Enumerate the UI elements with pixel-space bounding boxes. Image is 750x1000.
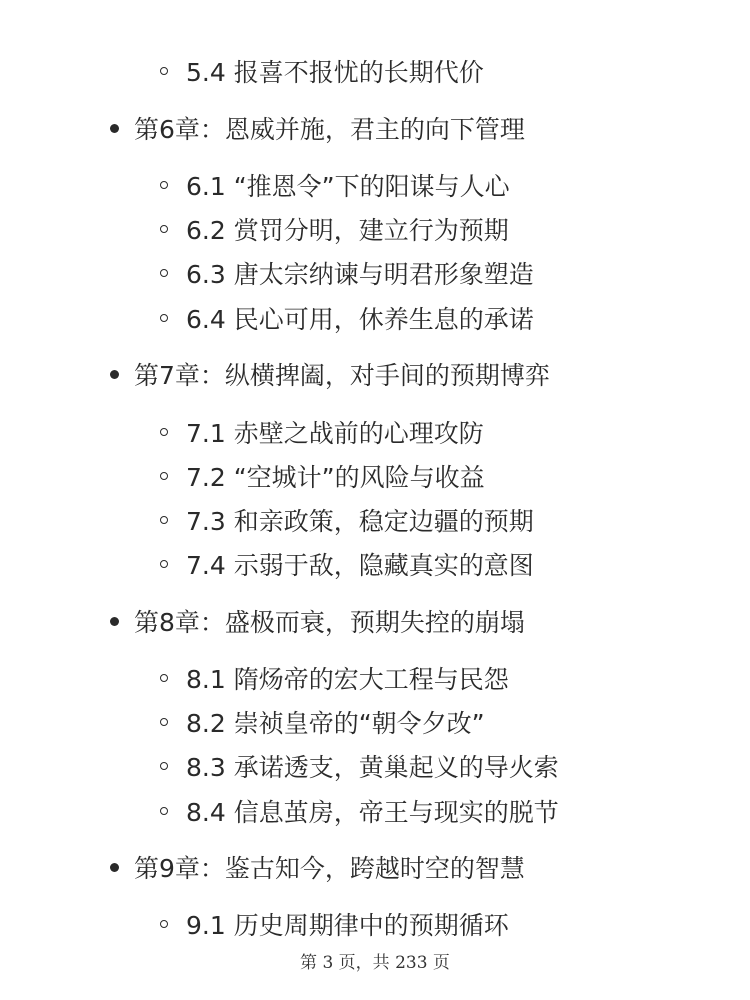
toc-chapter-item: [110, 356, 550, 392]
toc-section-text: 7.3 和亲政策，稳定边疆的预期: [186, 507, 534, 536]
disc-bullet-icon: [110, 370, 119, 379]
toc-chapter-item: [110, 849, 525, 885]
toc-section-text: 7.2 “空城计”的风险与收益: [186, 463, 485, 492]
toc-section-item: [160, 660, 509, 696]
toc-section-item: [160, 793, 559, 829]
toc-section-item: [160, 546, 534, 582]
toc-chapter-text: 第6章：恩威并施，君主的向下管理: [134, 115, 525, 144]
circle-bullet-icon: [160, 181, 168, 189]
toc-chapter-text: 第8章：盛极而衰，预期失控的崩塌: [134, 608, 525, 637]
toc-chapter-item: [110, 110, 525, 146]
toc-section-text: 7.4 示弱于敌，隐藏真实的意图: [186, 551, 534, 580]
toc-section-text: 6.1 “推恩令”下的阳谋与人心: [186, 172, 510, 201]
toc-section-text: 8.4 信息茧房，帝王与现实的脱节: [186, 798, 559, 827]
page-number-footer: 第 3 页，共 233 页: [300, 953, 450, 973]
toc-section-text: 8.2 崇祯皇帝的“朝令夕改”: [186, 709, 485, 738]
circle-bullet-icon: [160, 718, 168, 726]
circle-bullet-icon: [160, 472, 168, 480]
toc-section-item: [160, 167, 510, 203]
disc-bullet-icon: [110, 863, 119, 872]
toc-section-text: 6.4 民心可用，休养生息的承诺: [186, 305, 534, 334]
circle-bullet-icon: [160, 762, 168, 770]
toc-chapter-text: 第9章：鉴古知今，跨越时空的智慧: [134, 854, 525, 883]
toc-section-item: [160, 53, 484, 89]
toc-section-item: [160, 906, 509, 942]
toc-section-item: [160, 300, 534, 336]
disc-bullet-icon: [110, 617, 119, 626]
toc-section-text: 5.4 报喜不报忧的长期代价: [186, 58, 484, 87]
toc-section-item: [160, 704, 485, 740]
circle-bullet-icon: [160, 225, 168, 233]
toc-section-text: 7.1 赤壁之战前的心理攻防: [186, 419, 484, 448]
circle-bullet-icon: [160, 516, 168, 524]
circle-bullet-icon: [160, 674, 168, 682]
toc-section-item: [160, 458, 485, 494]
toc-section-item: [160, 502, 534, 538]
toc-chapter-item: [110, 603, 525, 639]
toc-section-item: [160, 414, 484, 450]
toc-section-text: 8.3 承诺透支，黄巢起义的导火索: [186, 753, 559, 782]
toc-chapter-text: 第7章：纵横捭阖，对手间的预期博弈: [134, 361, 550, 390]
circle-bullet-icon: [160, 67, 168, 75]
circle-bullet-icon: [160, 428, 168, 436]
toc-section-text: 6.2 赏罚分明，建立行为预期: [186, 216, 509, 245]
toc-section-item: [160, 211, 509, 247]
toc-section-item: [160, 748, 559, 784]
toc-section-text: 6.3 唐太宗纳谏与明君形象塑造: [186, 260, 534, 289]
disc-bullet-icon: [110, 124, 119, 133]
circle-bullet-icon: [160, 269, 168, 277]
circle-bullet-icon: [160, 560, 168, 568]
toc-section-text: 9.1 历史周期律中的预期循环: [186, 911, 509, 940]
circle-bullet-icon: [160, 920, 168, 928]
toc-section-item: [160, 255, 534, 291]
circle-bullet-icon: [160, 807, 168, 815]
circle-bullet-icon: [160, 314, 168, 322]
toc-section-text: 8.1 隋炀帝的宏大工程与民怨: [186, 665, 509, 694]
